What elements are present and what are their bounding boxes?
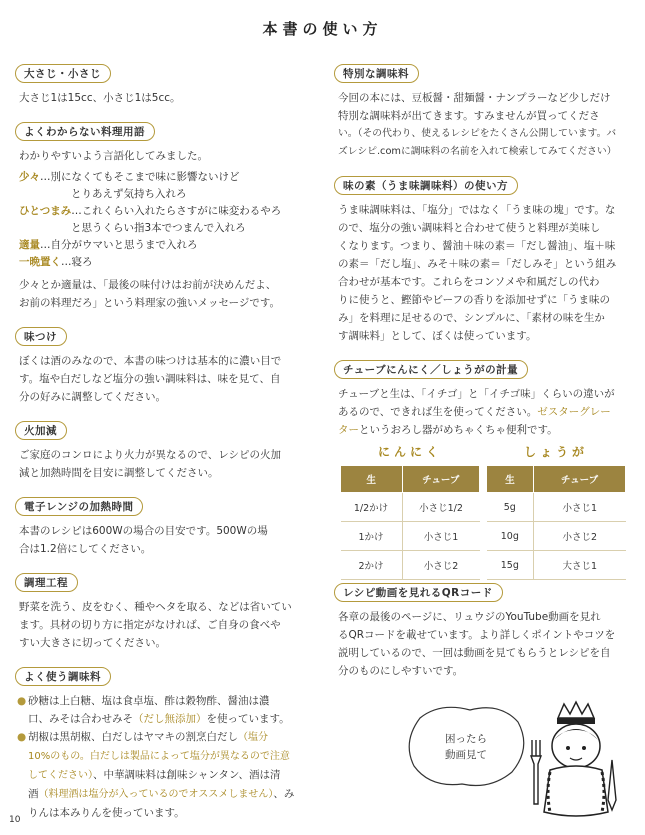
text-line: 合は1.2倍にしてください。	[19, 543, 152, 555]
ginger-table-title: しょうが	[523, 445, 588, 459]
table-row	[487, 551, 626, 580]
bullet-list	[15, 692, 313, 822]
section-heading: よくわからない料理用語	[15, 122, 155, 141]
section-heading: 火加減	[15, 421, 67, 440]
table-row	[487, 493, 626, 522]
text-line: 説明しているので、一回は動画を見てもらうとレシピを自	[338, 647, 611, 659]
table-cell: 小さじ2	[402, 551, 479, 580]
text-line: の素＝「だし塩」、みそ＋味の素＝「だしみそ」という組み	[338, 258, 617, 270]
term-item: ひとつまみ…これくらい入れたらさすがに味変わるやろ	[19, 205, 282, 217]
table-cell: 大さじ1	[534, 551, 626, 580]
closing-line: お前の料理だろ」という料理家の強いメッセージです。	[19, 297, 281, 309]
text-line: くなります。つまり、醤油＋味の素＝「だし醤油」、塩＋味	[338, 240, 616, 252]
text-line: 合わせが基本です。これらをコンソメや和風だしの代わ	[338, 276, 600, 288]
table-header: チューブ	[402, 466, 479, 493]
text-line: 分のものにしやすいです。	[338, 665, 464, 677]
text-line: るQRコードを載せています。より詳しくポイントやコツを	[338, 629, 616, 641]
section-common-seasonings	[15, 665, 313, 822]
section-heat	[15, 419, 313, 482]
table-cell: 2かけ	[341, 551, 403, 580]
section-heading: 大さじ・小さじ	[15, 64, 111, 83]
section-tube	[334, 358, 632, 439]
text-line: ズレシピ.comに調味料の名前を入れて検索してみてください）	[338, 146, 617, 157]
table-cell: 1/2かけ	[341, 493, 403, 522]
text-line: チューブと生は、「イチゴ」と「イチゴ味」くらいの違いが	[338, 388, 615, 400]
crown-icon	[558, 702, 594, 718]
table-cell: 小さじ2	[534, 522, 626, 551]
mascot-head-icon	[552, 724, 600, 768]
bullet-icon: ●	[17, 695, 27, 707]
text-line: ます。具材の切り方に指定がなければ、ご自身の食べや	[19, 619, 281, 631]
text-line: 各章の最後のページに、リュウジのYouTube動画を見れ	[338, 611, 601, 623]
page-title: 本書の使い方	[262, 20, 383, 38]
table-row	[341, 493, 480, 522]
closing-line: 少々とか適量は、「最後の味付けはお前が決めんだよ、	[19, 279, 277, 291]
section-terms	[15, 120, 313, 312]
term-item-cont: とりあえず気持ち入れろ	[71, 188, 187, 200]
section-qr	[334, 581, 632, 680]
section-special	[334, 62, 632, 161]
section-process	[15, 571, 313, 652]
table-header: 生	[341, 466, 403, 493]
section-microwave	[15, 495, 313, 558]
text-line: あるので、できれば生を使ってください。ゼスターグレー	[338, 406, 611, 418]
table-header: チューブ	[534, 466, 626, 493]
text-line: りに使うと、鰹節やビーフの香りを添加せずに「うま味の	[338, 294, 611, 306]
section-heading: 味つけ	[15, 327, 67, 346]
text-line: うま味調味料は、「塩分」ではなく「うま味の塊」です。な	[338, 204, 616, 216]
text-line: す。塩や白だしなど塩分の強い調味料は、味を見て、自	[19, 373, 281, 385]
table-header: 生	[487, 466, 534, 493]
ginger-table	[486, 465, 626, 580]
text-line: すい大きさに切ってください。	[19, 637, 166, 649]
speech-bubble-line: 動画見て	[445, 749, 487, 761]
text-line: 分の好みに調整してください。	[19, 391, 166, 403]
mascot-illustration	[400, 700, 630, 820]
text-line: ターというおろし器がめちゃくちゃ便利です。	[338, 424, 558, 436]
section-spoon	[15, 62, 313, 107]
garlic-table	[340, 465, 480, 580]
text-line: 今回の本には、豆板醤・甜麺醤・ナンプラーなど少しだけ	[338, 92, 611, 104]
right-column	[334, 62, 632, 693]
term-item-cont: と思うくらい指3本でつまんで入れろ	[71, 222, 246, 234]
mascot-svg	[400, 700, 630, 820]
text-line: い。（その代わり、使えるレシピをたくさん公開しています。バ	[338, 128, 617, 139]
table-cell: 5g	[487, 493, 534, 522]
fork-icon	[531, 740, 541, 804]
table-cell: 15g	[487, 551, 534, 580]
section-intro: わかりやすいよう言語化してみました。	[19, 150, 208, 162]
list-item: ● 砂糖は上白糖、塩は食卓塩、酢は穀物酢、醤油は濃 口、みそは合わせみそ（だし無添加）を使っています。	[15, 692, 313, 728]
bullet-icon: ●	[17, 731, 27, 743]
table-cell: 10g	[487, 522, 534, 551]
text-line: 特別な調味料が出てきます。すみませんが買ってくださ	[338, 110, 600, 122]
mascot-body-icon	[544, 766, 608, 816]
table-header-row	[341, 466, 480, 493]
knife-icon	[608, 760, 616, 810]
garlic-table-title: にんにく	[377, 445, 442, 459]
text-line: み」を料理に足せるので、シンプルに、「素材の味を生か	[338, 312, 605, 324]
text-line: ご家庭のコンロにより火力が異なるので、レシピの火加	[19, 449, 282, 461]
conversion-tables	[334, 443, 632, 572]
section-heading: チューブにんにく／しょうがの計量	[334, 360, 528, 379]
section-heading: よく使う調味料	[15, 667, 111, 686]
table-cell: 小さじ1	[402, 522, 479, 551]
table-cell: 小さじ1	[534, 493, 626, 522]
table-cell: 小さじ1/2	[402, 493, 479, 522]
section-heading: 電子レンジの加熱時間	[15, 497, 143, 516]
section-heading: レシピ動画を見れるQRコード	[334, 583, 503, 602]
left-column	[15, 62, 313, 835]
section-heading: 調理工程	[15, 573, 78, 592]
speech-bubble-icon	[409, 707, 524, 785]
term-item: 適量…自分がウマいと思うまで入れろ	[19, 239, 198, 251]
table-row	[487, 522, 626, 551]
text-line: す調味料」として、ぼくは使っています。	[338, 330, 537, 342]
section-umami	[334, 174, 632, 345]
table-row	[341, 551, 480, 580]
section-text: 大さじ1は15cc、小さじ1は5cc。	[19, 92, 181, 104]
section-heading: 味の素（うま味調味料）の使い方	[334, 176, 518, 195]
text-line: ぼくは酒のみなので、本書の味つけは基本的に濃い目で	[19, 355, 282, 367]
section-heading: 特別な調味料	[334, 64, 419, 83]
table-row	[341, 522, 480, 551]
text-line: 減と加熱時間を目安に調整してください。	[19, 467, 219, 479]
table-header-row	[487, 466, 626, 493]
text-line: 野菜を洗う、皮をむく、種やヘタを取る、などは省いてい	[19, 601, 292, 613]
speech-bubble-line: 困ったら	[445, 733, 487, 745]
list-item: ● 胡椒は黒胡椒、白だしはヤマキの割烹白だし（塩分 10%のもの。白だしは製品によって塩分が異なるので注意 してください）、中華調味料は創味シャンタン、酒は清 酒（料理酒は塩分が入っているのでオススメしません）、み りんは本みりんを使っています。	[15, 728, 313, 822]
text-line: ので、塩分の強い調味料と合わせて使うと料理が美味し	[338, 222, 601, 234]
table-cell: 1かけ	[341, 522, 403, 551]
section-seasoning	[15, 325, 313, 406]
text-line: 本書のレシピは600Wの場合の目安です。500Wの場	[19, 525, 268, 537]
term-item: 少々…別になくてもそこまで味に影響ないけど	[19, 171, 240, 183]
term-item: 一晩置く…寝ろ	[19, 256, 93, 268]
page-number: 10	[9, 815, 21, 825]
